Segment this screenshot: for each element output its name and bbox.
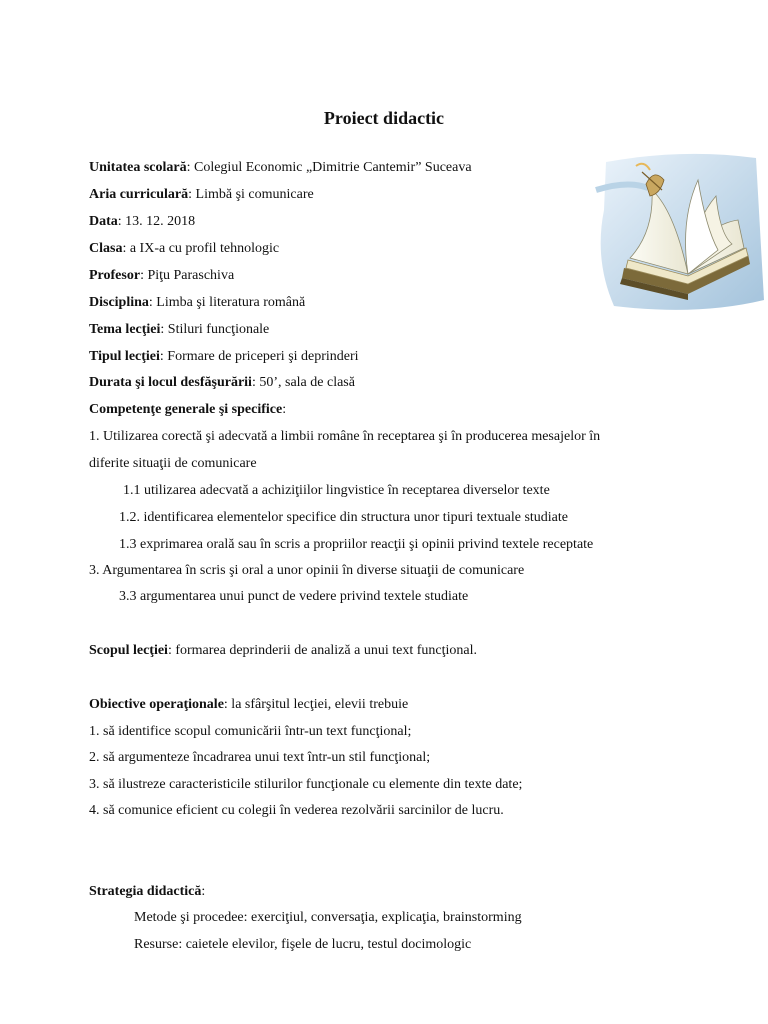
objective-item: 2. să argumenteze încadrarea unui text într-un stil funcţional; <box>89 750 431 765</box>
competency-line: 1.2. identificarea elementelor specifice din structura unor tipuri textuale studiate <box>119 510 568 525</box>
info-label: Unitatea scolară <box>89 160 187 175</box>
objectives-value: : la sfârşitul lecţiei, elevii trebuie <box>223 697 409 712</box>
info-line-competente <box>89 401 286 419</box>
info-label: Profesor <box>89 268 141 283</box>
competency-line: 1.1 utilizarea adecvată a achiziţiilor lingvistice în receptarea diverselor texte <box>123 483 550 498</box>
scope-line <box>89 642 477 660</box>
info-label: Aria curriculară <box>89 187 189 202</box>
info-line-tema <box>89 321 269 339</box>
info-line-profesor <box>89 267 234 285</box>
info-value: : Stiluri funcţionale <box>160 322 270 337</box>
competency-line: 3.3 argumentarea unui punct de vedere privind textele studiate <box>119 589 469 604</box>
strategy-item: Metode şi procedee: exerciţiul, conversaţia, explicaţia, brainstorming <box>134 910 522 925</box>
info-line-clasa <box>89 240 279 258</box>
info-label: Data <box>89 214 118 229</box>
info-line-aria <box>89 186 314 204</box>
info-label: Competenţe generale şi specifice <box>89 402 283 417</box>
competency-line: 1. Utilizarea corectă şi adecvată a limbii române în receptarea şi în producerea mesajelor în <box>89 429 601 444</box>
info-value: : a IX-a cu profil tehnologic <box>122 241 280 256</box>
info-value: : Limba şi literatura română <box>148 295 306 310</box>
open-book-with-quill-icon <box>588 150 768 312</box>
competency-line: diferite situaţii de comunicare <box>89 456 257 471</box>
info-label: Durata şi locul desfăşurării <box>89 375 252 390</box>
document-title: Proiect didactic <box>323 108 445 128</box>
info-value: : Piţu Paraschiva <box>140 268 235 283</box>
info-line-unitatea <box>89 159 472 177</box>
info-line-tipul <box>89 348 359 366</box>
objectives-label: Obiective operaţionale <box>89 697 224 712</box>
info-value: : <box>282 402 287 417</box>
info-label: Disciplina <box>89 295 149 310</box>
objective-item: 4. să comunice eficient cu colegii în vederea rezolvării sarcinilor de lucru. <box>89 803 504 818</box>
scope-label: Scopul lecţiei <box>89 643 168 658</box>
scope-value: : formarea deprinderii de analiză a unui text funcţional. <box>167 643 477 658</box>
strategy-label: Strategia didactică <box>89 884 202 899</box>
info-label: Clasa <box>89 241 123 256</box>
info-line-disciplina <box>89 294 305 312</box>
strategy-value: : <box>201 884 206 899</box>
info-line-data <box>89 213 195 231</box>
objectives-heading <box>89 696 408 714</box>
info-label: Tipul lecţiei <box>89 349 160 364</box>
info-value: : Limbă şi comunicare <box>188 187 314 202</box>
info-line-durata <box>89 374 355 392</box>
competency-line: 3. Argumentarea în scris şi oral a unor opinii în diverse situaţii de comunicare <box>89 563 525 578</box>
objective-item: 1. să identifice scopul comunicării într-un text funcţional; <box>89 724 412 739</box>
competency-line: 1.3 exprimarea orală sau în scris a propriilor reacţii şi opinii privind textele receptate <box>119 537 594 552</box>
objective-item: 3. să ilustreze caracteristicile stilurilor funcţionale cu elemente din texte date; <box>89 777 523 792</box>
info-value: : Colegiul Economic „Dimitrie Cantemir” Suceava <box>186 160 472 175</box>
info-label: Tema lecţiei <box>89 322 161 337</box>
info-value: : 50’, sala de clasă <box>251 375 355 390</box>
strategy-heading <box>89 883 205 901</box>
info-value: : Formare de priceperi şi deprinderi <box>159 349 359 364</box>
info-value: : 13. 12. 2018 <box>117 214 196 229</box>
strategy-item: Resurse: caietele elevilor, fişele de lucru, testul docimologic <box>134 937 472 952</box>
